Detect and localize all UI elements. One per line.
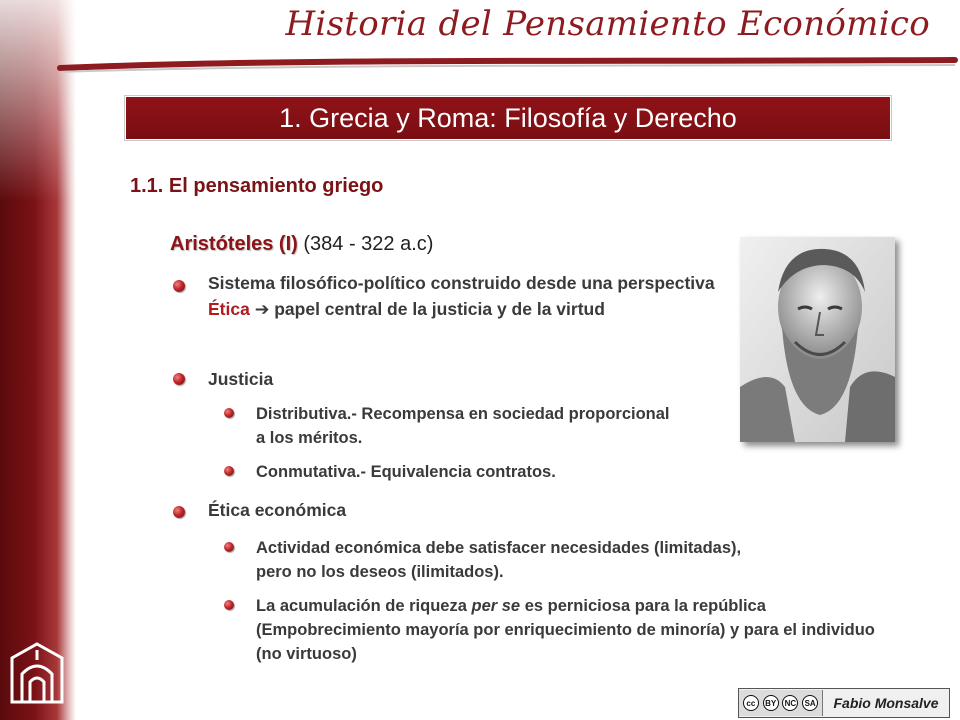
creative-commons-icons [739, 690, 823, 716]
highlight-etica: Ética [208, 299, 250, 319]
philosopher-dates: (384 - 322 a.c) [303, 233, 434, 255]
italic-per-se: per se [471, 597, 521, 615]
bullet-icon [173, 280, 185, 292]
sub-bullet-actividad: Actividad económica debe satisfacer necesidades (limitadas), pero no los deseos (ilimitados). [256, 539, 742, 581]
sub-bullet-icon [224, 542, 234, 552]
university-emblem-icon [8, 640, 66, 706]
topic-heading [170, 233, 433, 256]
section-title-banner [124, 95, 892, 141]
subsection-title: 1.1. El pensamiento griego [130, 175, 384, 197]
cc-icon: cc [743, 695, 759, 711]
bullet-text-part: es perniciosa para la república (Empobrecimiento mayoría por enriquecimiento de minoría) y para el individuo (no virtuoso) [256, 597, 875, 663]
bullet-text-part: Sistema filosófico-político construido desde una perspectiva [208, 273, 715, 293]
bullet-label-justicia: Justicia [208, 369, 274, 389]
sub-bullet-icon [224, 600, 234, 610]
bullet-icon [173, 373, 185, 385]
license-badge [738, 688, 950, 718]
sub-bullet-acumulacion [256, 594, 886, 666]
sub-bullet-icon [224, 408, 234, 418]
bullet-text-part: La acumulación de riqueza [256, 597, 472, 615]
philosopher-name: Aristóteles (I) [170, 233, 298, 255]
aristotle-portrait-image [740, 237, 895, 442]
sub-bullet-conmutativa: Conmutativa.- Equivalencia contratos. [256, 463, 556, 481]
sub-bullet-distributiva: Distributiva.- Recompensa en sociedad proporcional a los méritos. [256, 405, 670, 447]
nc-noncommercial-icon: NC [782, 695, 798, 711]
presentation-title: Historia del Pensamiento Económico [285, 4, 930, 44]
sub-bullet-icon [224, 466, 234, 476]
bullet-text-sistema [208, 270, 728, 322]
arrow-right-icon: ➔ [254, 299, 270, 319]
sa-sharealike-icon: SA [802, 695, 818, 711]
section-title: 1. Grecia y Roma: Filosofía y Derecho [279, 102, 737, 133]
bullet-label-etica-economica: Ética económica [208, 500, 347, 520]
left-band-fade [0, 0, 76, 720]
author-name: Fabio Monsalve [833, 695, 939, 711]
bullet-text-part: papel central de la justicia y de la virtud [269, 299, 605, 319]
by-attribution-icon: BY [763, 695, 779, 711]
bullet-icon [173, 506, 185, 518]
